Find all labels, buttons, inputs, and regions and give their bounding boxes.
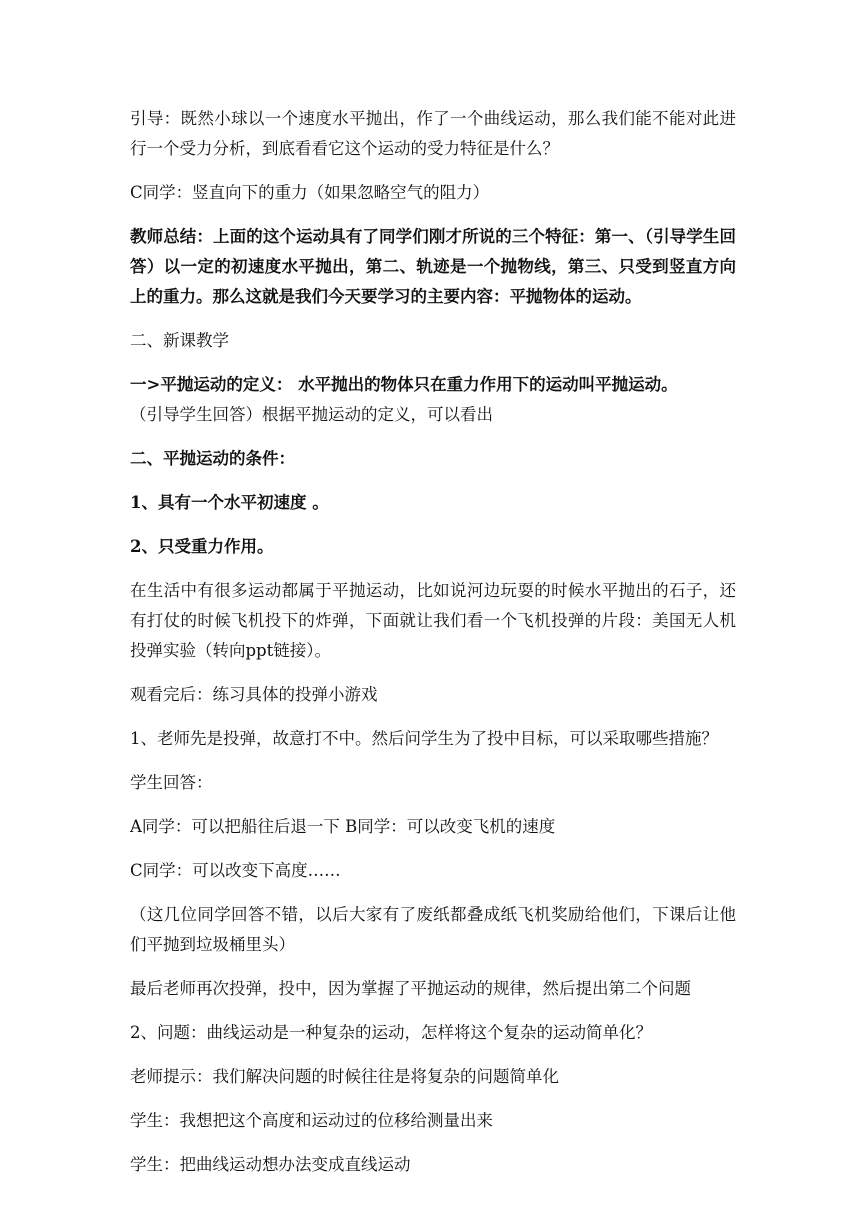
condition-item-1: 1、具有一个水平初速度 。 bbox=[130, 493, 329, 512]
paragraph-teacher-summary: 教师总结：上面的这个运动具有了同学们刚才所说的三个特征：第一、（引导学生回答）以一定的初速度水平抛出，第二、轨迹是一个抛物线，第三、只受到竖直方向上的重力。那么这就是我们今天要学习的主要内容：平抛物体的运动。 bbox=[130, 227, 736, 306]
paragraph-praise: （这几位同学回答不错，以后大家有了废纸都叠成纸飞机奖励给他们，下课后让他们平抛到垃圾桶里头） bbox=[130, 905, 736, 954]
paragraph-teacher-hit: 最后老师再次投弹，投中，因为掌握了平抛运动的规律，然后提出第二个问题 bbox=[130, 979, 691, 998]
paragraph-teacher-hint: 老师提示：我们解决问题的时候往往是将复杂的问题简单化 bbox=[130, 1067, 559, 1086]
paragraph-life-examples: 在生活中有很多运动都属于平抛运动，比如说河边玩耍的时候水平抛出的石子，还有打仗的时候飞机投下的炸弹，下面就让我们看一个飞机投弹的片段：美国无人机投弹实验（转向ppt链接）。 bbox=[130, 581, 736, 660]
paragraph-student-straight-line: 学生：把曲线运动想办法变成直线运动 bbox=[130, 1155, 411, 1174]
condition-item-2: 2、只受重力作用。 bbox=[130, 537, 274, 556]
paragraph-student-c-gravity: C同学：竖直向下的重力（如果忽略空气的阻力） bbox=[130, 183, 490, 202]
paragraph-question-2: 2、问题：曲线运动是一种复杂的运动，怎样将这个复杂的运动简单化？ bbox=[130, 1023, 652, 1042]
paragraph-guide-definition: （引导学生回答）根据平抛运动的定义，可以看出 bbox=[130, 405, 493, 424]
paragraph-student-measure: 学生：我想把这个高度和运动过的位移给测量出来 bbox=[130, 1111, 493, 1130]
paragraph-student-a-b: A同学：可以把船往后退一下 B同学：可以改变飞机的速度 bbox=[130, 817, 556, 836]
heading-conditions: 二、平抛运动的条件： bbox=[130, 449, 295, 468]
section-heading-new-lesson: 二、新课教学 bbox=[130, 331, 229, 350]
paragraph-question-1: 1、老师先是投弹，故意打不中。然后问学生为了投中目标，可以采取哪些措施？ bbox=[130, 729, 718, 748]
paragraph-guide-question: 引导：既然小球以一个速度水平抛出，作了一个曲线运动，那么我们能不能对此进行一个受力分析，到底看看它这个运动的受力特征是什么？ bbox=[130, 109, 736, 158]
paragraph-student-answer: 学生回答： bbox=[130, 773, 213, 792]
document-page bbox=[130, 104, 736, 1194]
paragraph-after-watching: 观看完后：练习具体的投弹小游戏 bbox=[130, 685, 378, 704]
paragraph-student-c-height: C同学：可以改变下高度…… bbox=[130, 861, 341, 880]
paragraph-definition: 一>平抛运动的定义： 水平抛出的物体只在重力作用下的运动叫平抛运动。 bbox=[130, 375, 678, 394]
